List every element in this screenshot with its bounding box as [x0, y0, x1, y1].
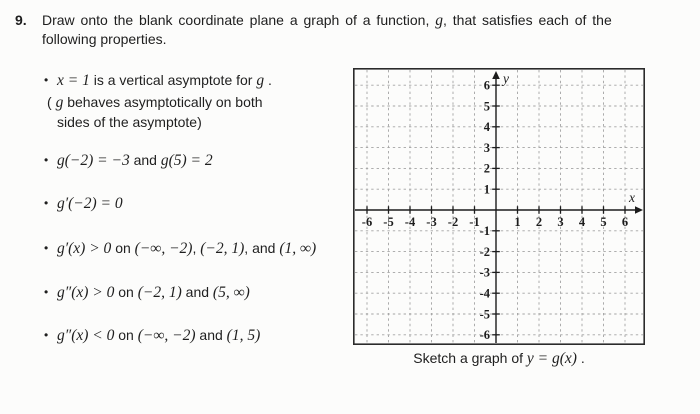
text-run: and: [181, 284, 213, 300]
y-tick-label: 2: [483, 161, 490, 176]
math-run: g′(x) > 0: [57, 240, 112, 257]
text-run: and: [195, 327, 227, 343]
math-run: (−2, 1): [200, 240, 245, 257]
text-run: is a vertical asymptote for: [89, 72, 257, 88]
y-tick-label: -6: [479, 328, 490, 343]
text-run: (: [47, 94, 56, 110]
text-run: , that satisfies each of the: [443, 12, 612, 28]
problem-number: 9.: [15, 12, 27, 28]
y-tick-label: 4: [483, 120, 490, 135]
text-run: on: [111, 240, 135, 256]
math-run: (1, 5): [226, 327, 261, 344]
bullet-dot-icon: •: [44, 328, 49, 342]
y-tick-label: -4: [479, 286, 490, 301]
y-tick-label: 3: [483, 140, 490, 155]
property-bullet-item: [44, 238, 316, 259]
coordinate-grid[interactable]: [353, 68, 645, 345]
graph-caption: [345, 350, 653, 368]
math-run: g: [435, 12, 443, 29]
y-tick-label: 5: [483, 99, 490, 114]
bullet-dot-icon: •: [44, 153, 49, 167]
property-continuation-line: [57, 112, 202, 133]
y-axis-label: y: [503, 71, 509, 86]
math-run: x = 1: [57, 72, 90, 89]
text-run: .: [264, 72, 272, 88]
text-run: Sketch a graph of: [413, 350, 527, 366]
x-axis-arrow-icon: [635, 206, 643, 214]
x-tick-label: -6: [361, 215, 373, 229]
text-run: on: [114, 284, 138, 300]
x-tick-label: -2: [447, 215, 459, 229]
text-run: ,: [192, 240, 201, 256]
property-bullet-item: [44, 325, 260, 346]
math-run: (5, ∞): [212, 284, 250, 301]
math-run: g(5) = 2: [160, 152, 213, 169]
math-run: (−2, 1): [137, 284, 182, 301]
x-tick-label: -4: [404, 215, 416, 229]
math-run: (−∞, −2): [137, 327, 196, 344]
problem-statement-line2: following properties.: [42, 31, 167, 47]
y-axis-arrow-icon: [492, 71, 500, 79]
grid-border: [354, 69, 644, 344]
math-run: g″(x) < 0: [57, 327, 115, 344]
math-run: g″(x) > 0: [57, 284, 115, 301]
x-tick-label: 5: [600, 215, 607, 229]
property-bullet-item: [44, 193, 123, 214]
property-bullet-item: [44, 282, 250, 303]
x-tick-label: -5: [383, 215, 394, 229]
text-run: on: [114, 327, 138, 343]
bullet-dot-icon: •: [44, 241, 49, 255]
y-tick-label: -2: [479, 244, 490, 259]
x-tick-label: 1: [514, 215, 521, 229]
x-tick-label: 6: [621, 215, 629, 229]
bullet-dot-icon: •: [44, 73, 49, 87]
property-bullet-item: [44, 70, 272, 91]
x-tick-label: 4: [578, 215, 586, 229]
y-tick-label: 6: [483, 78, 490, 93]
x-axis-label: x: [629, 190, 635, 205]
x-tick-label: 3: [557, 215, 564, 229]
text-run: .: [576, 350, 585, 366]
bullet-dot-icon: •: [44, 196, 49, 210]
math-run: y = g(x): [526, 350, 577, 367]
text-run: behaves asymptotically on both: [63, 94, 263, 110]
text-run: , and: [244, 240, 280, 256]
x-tick-label: 2: [535, 215, 543, 229]
math-run: g′(−2) = 0: [57, 195, 123, 212]
property-continuation-line: [47, 92, 263, 113]
text-run: Draw onto the blank coordinate plane a graph of a function,: [42, 12, 436, 28]
y-tick-label: 1: [483, 182, 490, 197]
y-tick-label: -5: [479, 307, 490, 322]
math-run: g(−2) = −3: [57, 152, 130, 169]
y-tick-label: -3: [479, 265, 490, 280]
math-run: g: [55, 94, 64, 111]
text-run: sides of the asymptote): [57, 114, 202, 130]
y-tick-label: -1: [479, 224, 490, 239]
property-bullet-item: [44, 150, 213, 171]
x-tick-label: -3: [426, 215, 437, 229]
bullet-dot-icon: •: [44, 285, 49, 299]
math-run: (1, ∞): [279, 240, 317, 257]
x-tick-label: -1: [469, 215, 480, 229]
text-run: and: [129, 152, 161, 168]
problem-statement-line1: [42, 10, 642, 31]
math-run: g: [256, 72, 265, 89]
math-run: (−∞, −2): [134, 240, 193, 257]
